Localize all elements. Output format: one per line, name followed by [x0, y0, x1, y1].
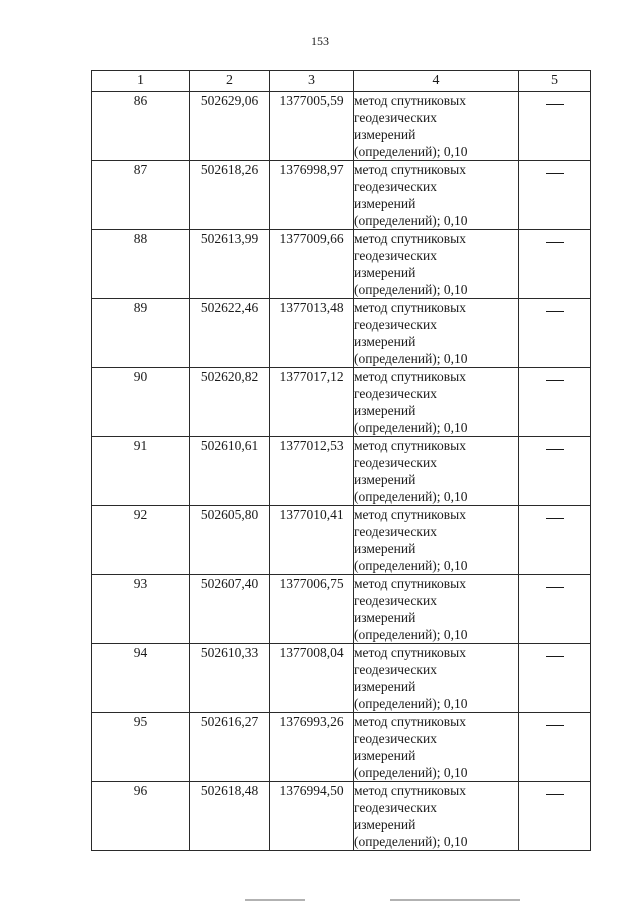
coordinate-x-cell: 502610,61: [190, 437, 270, 506]
method-line: геодезических: [354, 662, 437, 677]
table-row: [92, 782, 591, 851]
header-cell-5: 5: [519, 71, 591, 92]
dash-mark: [546, 794, 564, 795]
point-number-cell: 88: [92, 230, 190, 299]
note-cell: [519, 161, 591, 230]
point-number-cell: 86: [92, 92, 190, 161]
coordinate-y-cell: 1377010,41: [270, 506, 354, 575]
coordinate-y-cell: 1377013,48: [270, 299, 354, 368]
method-line: метод спутниковых: [354, 369, 466, 384]
scan-artifact: [390, 899, 520, 901]
method-cell: [354, 230, 519, 299]
table-row: [92, 437, 591, 506]
method-line: измерений: [354, 127, 416, 142]
coordinate-x-cell: 502616,27: [190, 713, 270, 782]
note-cell: [519, 368, 591, 437]
dash-mark: [546, 173, 564, 174]
point-number-cell: 87: [92, 161, 190, 230]
header-cell-4: 4: [354, 71, 519, 92]
coordinate-y-cell: 1376993,26: [270, 713, 354, 782]
method-line: (определений); 0,10: [354, 489, 468, 504]
coordinate-y-cell: 1376998,97: [270, 161, 354, 230]
page-number: 153: [311, 34, 329, 48]
table-body: [92, 92, 591, 851]
dash-mark: [546, 104, 564, 105]
method-line: измерений: [354, 679, 416, 694]
method-line: измерений: [354, 265, 416, 280]
dash-mark: [546, 725, 564, 726]
method-line: (определений); 0,10: [354, 351, 468, 366]
method-line: (определений); 0,10: [354, 834, 468, 849]
table-row: [92, 161, 591, 230]
method-line: геодезических: [354, 386, 437, 401]
method-line: (определений); 0,10: [354, 696, 468, 711]
coordinate-x-cell: 502629,06: [190, 92, 270, 161]
coordinate-x-cell: 502620,82: [190, 368, 270, 437]
method-line: метод спутниковых: [354, 576, 466, 591]
method-line: (определений); 0,10: [354, 765, 468, 780]
coordinate-x-cell: 502605,80: [190, 506, 270, 575]
method-cell: [354, 644, 519, 713]
method-line: метод спутниковых: [354, 438, 466, 453]
point-number-cell: 93: [92, 575, 190, 644]
coordinate-x-cell: 502618,48: [190, 782, 270, 851]
dash-mark: [546, 587, 564, 588]
coordinate-y-cell: 1377009,66: [270, 230, 354, 299]
note-cell: [519, 713, 591, 782]
dash-mark: [546, 311, 564, 312]
coordinate-x-cell: 502607,40: [190, 575, 270, 644]
method-line: измерений: [354, 817, 416, 832]
method-line: измерений: [354, 196, 416, 211]
method-line: метод спутниковых: [354, 783, 466, 798]
coordinates-table: [91, 70, 591, 851]
method-line: (определений); 0,10: [354, 420, 468, 435]
method-line: геодезических: [354, 455, 437, 470]
method-line: геодезических: [354, 248, 437, 263]
scan-artifact: [245, 899, 305, 901]
method-line: измерений: [354, 748, 416, 763]
dash-mark: [546, 449, 564, 450]
method-line: геодезических: [354, 524, 437, 539]
note-cell: [519, 92, 591, 161]
point-number-cell: 89: [92, 299, 190, 368]
note-cell: [519, 782, 591, 851]
note-cell: [519, 575, 591, 644]
point-number-cell: 96: [92, 782, 190, 851]
method-cell: [354, 368, 519, 437]
method-cell: [354, 782, 519, 851]
method-cell: [354, 713, 519, 782]
method-line: геодезических: [354, 179, 437, 194]
method-line: метод спутниковых: [354, 162, 466, 177]
coordinate-y-cell: 1377017,12: [270, 368, 354, 437]
method-cell: [354, 437, 519, 506]
coordinate-x-cell: 502622,46: [190, 299, 270, 368]
method-line: метод спутниковых: [354, 300, 466, 315]
note-cell: [519, 230, 591, 299]
header-cell-2: 2: [190, 71, 270, 92]
header-cell-3: 3: [270, 71, 354, 92]
method-cell: [354, 92, 519, 161]
coordinate-y-cell: 1377005,59: [270, 92, 354, 161]
method-line: (определений); 0,10: [354, 627, 468, 642]
method-cell: [354, 575, 519, 644]
table-row: [92, 644, 591, 713]
point-number-cell: 90: [92, 368, 190, 437]
point-number-cell: 91: [92, 437, 190, 506]
method-line: измерений: [354, 334, 416, 349]
table-row: [92, 575, 591, 644]
note-cell: [519, 506, 591, 575]
coordinate-y-cell: 1377008,04: [270, 644, 354, 713]
header-cell-1: 1: [92, 71, 190, 92]
method-line: метод спутниковых: [354, 714, 466, 729]
note-cell: [519, 437, 591, 506]
method-line: геодезических: [354, 593, 437, 608]
table-row: [92, 713, 591, 782]
method-line: измерений: [354, 472, 416, 487]
table-row: [92, 368, 591, 437]
method-line: измерений: [354, 541, 416, 556]
method-line: (определений); 0,10: [354, 558, 468, 573]
method-cell: [354, 506, 519, 575]
note-cell: [519, 644, 591, 713]
coordinate-x-cell: 502618,26: [190, 161, 270, 230]
coordinate-x-cell: 502613,99: [190, 230, 270, 299]
point-number-cell: 95: [92, 713, 190, 782]
method-line: метод спутниковых: [354, 507, 466, 522]
coordinate-y-cell: 1377012,53: [270, 437, 354, 506]
method-line: геодезических: [354, 317, 437, 332]
header-row: [92, 71, 591, 92]
table-row: [92, 506, 591, 575]
method-line: метод спутниковых: [354, 93, 466, 108]
coordinate-y-cell: 1377006,75: [270, 575, 354, 644]
method-line: метод спутниковых: [354, 231, 466, 246]
method-line: геодезических: [354, 110, 437, 125]
table-row: [92, 92, 591, 161]
dash-mark: [546, 656, 564, 657]
method-cell: [354, 299, 519, 368]
dash-mark: [546, 242, 564, 243]
method-line: (определений); 0,10: [354, 213, 468, 228]
point-number-cell: 92: [92, 506, 190, 575]
method-line: метод спутниковых: [354, 645, 466, 660]
method-line: геодезических: [354, 731, 437, 746]
method-line: измерений: [354, 610, 416, 625]
method-line: (определений); 0,10: [354, 144, 468, 159]
note-cell: [519, 299, 591, 368]
dash-mark: [546, 518, 564, 519]
method-cell: [354, 161, 519, 230]
coordinate-y-cell: 1376994,50: [270, 782, 354, 851]
method-line: измерений: [354, 403, 416, 418]
method-line: геодезических: [354, 800, 437, 815]
table-row: [92, 230, 591, 299]
table-row: [92, 299, 591, 368]
table-header: [92, 71, 591, 92]
coordinate-x-cell: 502610,33: [190, 644, 270, 713]
dash-mark: [546, 380, 564, 381]
method-line: (определений); 0,10: [354, 282, 468, 297]
point-number-cell: 94: [92, 644, 190, 713]
